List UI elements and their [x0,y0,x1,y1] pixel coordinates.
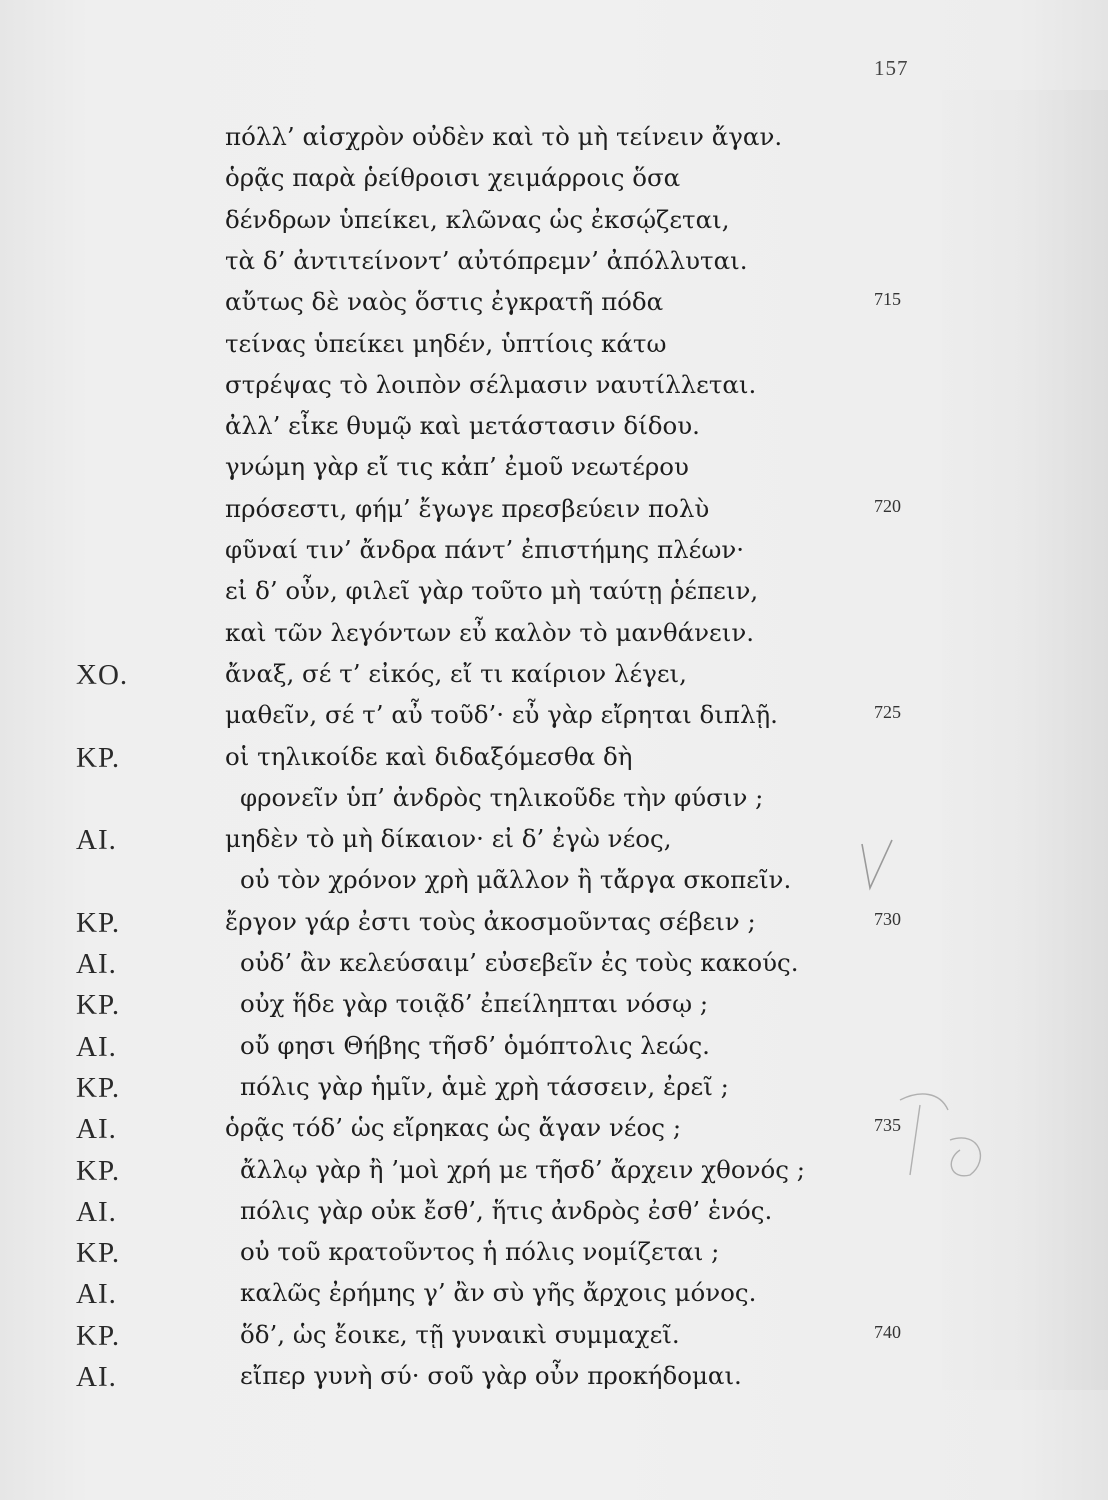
verse-line [0,1320,1108,1360]
speaker-label: ΑΙ. [76,1030,117,1063]
verse-line [0,1113,1108,1153]
verse-text: μαθεῖν, σέ τ’ αὖ τοῦδ’· εὖ γὰρ εἴρηται διπλῇ. [225,700,778,730]
verse-line [0,618,1108,658]
speaker-label: ΑΙ. [76,1113,117,1146]
verse-text: τείνας ὑπείκει μηδέν, ὑπτίοις κάτω [225,328,667,358]
verse-line [0,989,1108,1029]
verse-line [0,287,1108,327]
verse-line [0,205,1108,245]
verse-line [0,411,1108,451]
page-number: 157 [874,56,909,80]
verse-text: πόλις γὰρ οὐκ ἔσθ’, ἥτις ἀνδρὸς ἐσθ’ ἑνός. [240,1195,773,1225]
verse-text: οὐδ’ ἂν κελεύσαιμ’ εὐσεβεῖν ἐς τοὺς κακούς. [240,948,799,977]
verse-line [0,948,1108,988]
verse-line [0,783,1108,823]
verse-text: οὐχ ἥδε γὰρ τοιᾷδ’ ἐπείληπται νόσῳ ; [240,989,709,1019]
line-number: 720 [874,495,901,516]
speaker-label: ΚΡ. [76,1237,121,1270]
speaker-label: ΑΙ. [76,948,117,980]
verse-line [0,122,1108,162]
speaker-label: ΚΡ. [76,1071,121,1104]
verse-line [0,742,1108,782]
verse-text: εἴπερ γυνὴ σύ· σοῦ γὰρ οὖν προκήδομαι. [240,1361,742,1390]
verse-line [0,329,1108,369]
verse-text: οὔ φησι Θήβης τῆσδ’ ὁμόπτολις λεώς. [240,1030,710,1060]
verse-text: αὔτως δὲ ναὸς ὅστις ἐγκρατῆ πόδα [225,287,664,317]
verse-line [0,494,1108,534]
verse-text: ὁρᾷς παρὰ ῥείθροισι χειμάρροις ὅσα [225,163,681,193]
verse-line [0,1031,1108,1071]
verse-line [0,246,1108,286]
verse-line [0,1072,1108,1112]
verse-line [0,700,1108,740]
verse-text: ἀλλ’ εἶκε θυμῷ καὶ μετάστασιν δίδου. [225,411,700,441]
verse-text: ἄναξ, σέ τ’ εἰκός, εἴ τι καίριον λέγει, [225,658,687,688]
speaker-label: ΑΙ. [76,1278,117,1311]
speaker-label: ΚΡ. [76,1154,121,1187]
verse-text: οὐ τὸν χρόνον χρὴ μᾶλλον ἢ τἄργα σκοπεῖν. [240,865,792,895]
verse-text: δένδρων ὑπείκει, κλῶνας ὡς ἐκσῴζεται, [225,204,730,234]
verse-text: στρέψας τὸ λοιπὸν σέλμασιν ναυτίλλεται. [225,369,757,399]
verse-text: γνώμη γὰρ εἴ τις κἀπ’ ἐμοῦ νεωτέρου [225,452,689,482]
verse-line [0,1196,1108,1236]
verse-text: ὅδ’, ὡς ἔοικε, τῇ γυναικὶ συμμαχεῖ. [240,1319,680,1349]
speaker-label: ΚΡ. [76,906,121,939]
verse-text: τὰ δ’ ἀντιτείνοντ’ αὐτόπρεμν’ ἀπόλλυται. [225,245,748,275]
line-number: 715 [874,289,901,310]
verse-text: φῦναί τιν’ ἄνδρα πάντ’ ἐπιστήμης πλέων· [225,535,745,564]
speaker-label: ΚΡ. [76,1319,121,1352]
verse-text: καὶ τῶν λεγόντων εὖ καλὸν τὸ μανθάνειν. [225,617,754,647]
line-number: 735 [874,1115,901,1136]
verse-line [0,163,1108,203]
verse-line [0,1155,1108,1195]
verse-text: πρόσεστι, φήμ’ ἔγωγε πρεσβεύειν πολὺ [225,493,710,523]
verse-line [0,865,1108,905]
verse-text: ἄλλῳ γὰρ ἢ ’μοὶ χρή με τῆσδ’ ἄρχειν χθονός ; [240,1154,805,1184]
verse-line [0,452,1108,492]
verse-line [0,1237,1108,1277]
line-number: 740 [874,1321,901,1342]
verse-text: εἰ δ’ οὖν, φιλεῖ γὰρ τοῦτο μὴ ταύτῃ ῥέπειν, [225,576,759,606]
verse-text: μηδὲν τὸ μὴ δίκαιον· εἰ δ’ ἐγὼ νέος, [225,824,672,854]
speaker-label: ΑΙ. [76,1195,117,1228]
verse-text: πόλλ’ αἰσχρὸν οὐδὲν καὶ τὸ μὴ τείνειν ἄγαν. [225,122,783,151]
verse-text: οἱ τηλικοίδε καὶ διδαξόμεσθα δὴ [225,741,633,771]
verse-line [0,659,1108,699]
speaker-label: ΑΙ. [76,1361,117,1393]
verse-line [0,535,1108,575]
speaker-label: ΚΡ. [76,741,121,774]
verse-line [0,824,1108,864]
verse-text: ἔργον γάρ ἐστι τοὺς ἀκοσμοῦντας σέβειν ; [225,906,756,936]
verse-text: πόλις γὰρ ἡμῖν, ἁμὲ χρὴ τάσσειν, ἐρεῖ ; [240,1071,729,1101]
verse-text: ὁρᾷς τόδ’ ὡς εἴρηκας ὡς ἄγαν νέος ; [225,1113,682,1143]
verse-text: οὐ τοῦ κρατοῦντος ἡ πόλις νομίζεται ; [240,1237,720,1267]
verse-line [0,370,1108,410]
verse-line [0,907,1108,947]
speaker-label: ΧΟ. [76,658,129,691]
verse-line [0,1278,1108,1318]
line-number: 725 [874,702,901,723]
speaker-label: ΚΡ. [76,989,121,1022]
verse-text: φρονεῖν ὑπ’ ἀνδρὸς τηλικοῦδε τὴν φύσιν ; [240,782,764,812]
line-number: 730 [874,908,901,929]
verse-text: καλῶς ἐρήμης γ’ ἂν σὺ γῆς ἄρχοις μόνος. [240,1278,757,1308]
verse-line [0,1361,1108,1401]
verse-line [0,576,1108,616]
speaker-label: ΑΙ. [76,824,117,857]
